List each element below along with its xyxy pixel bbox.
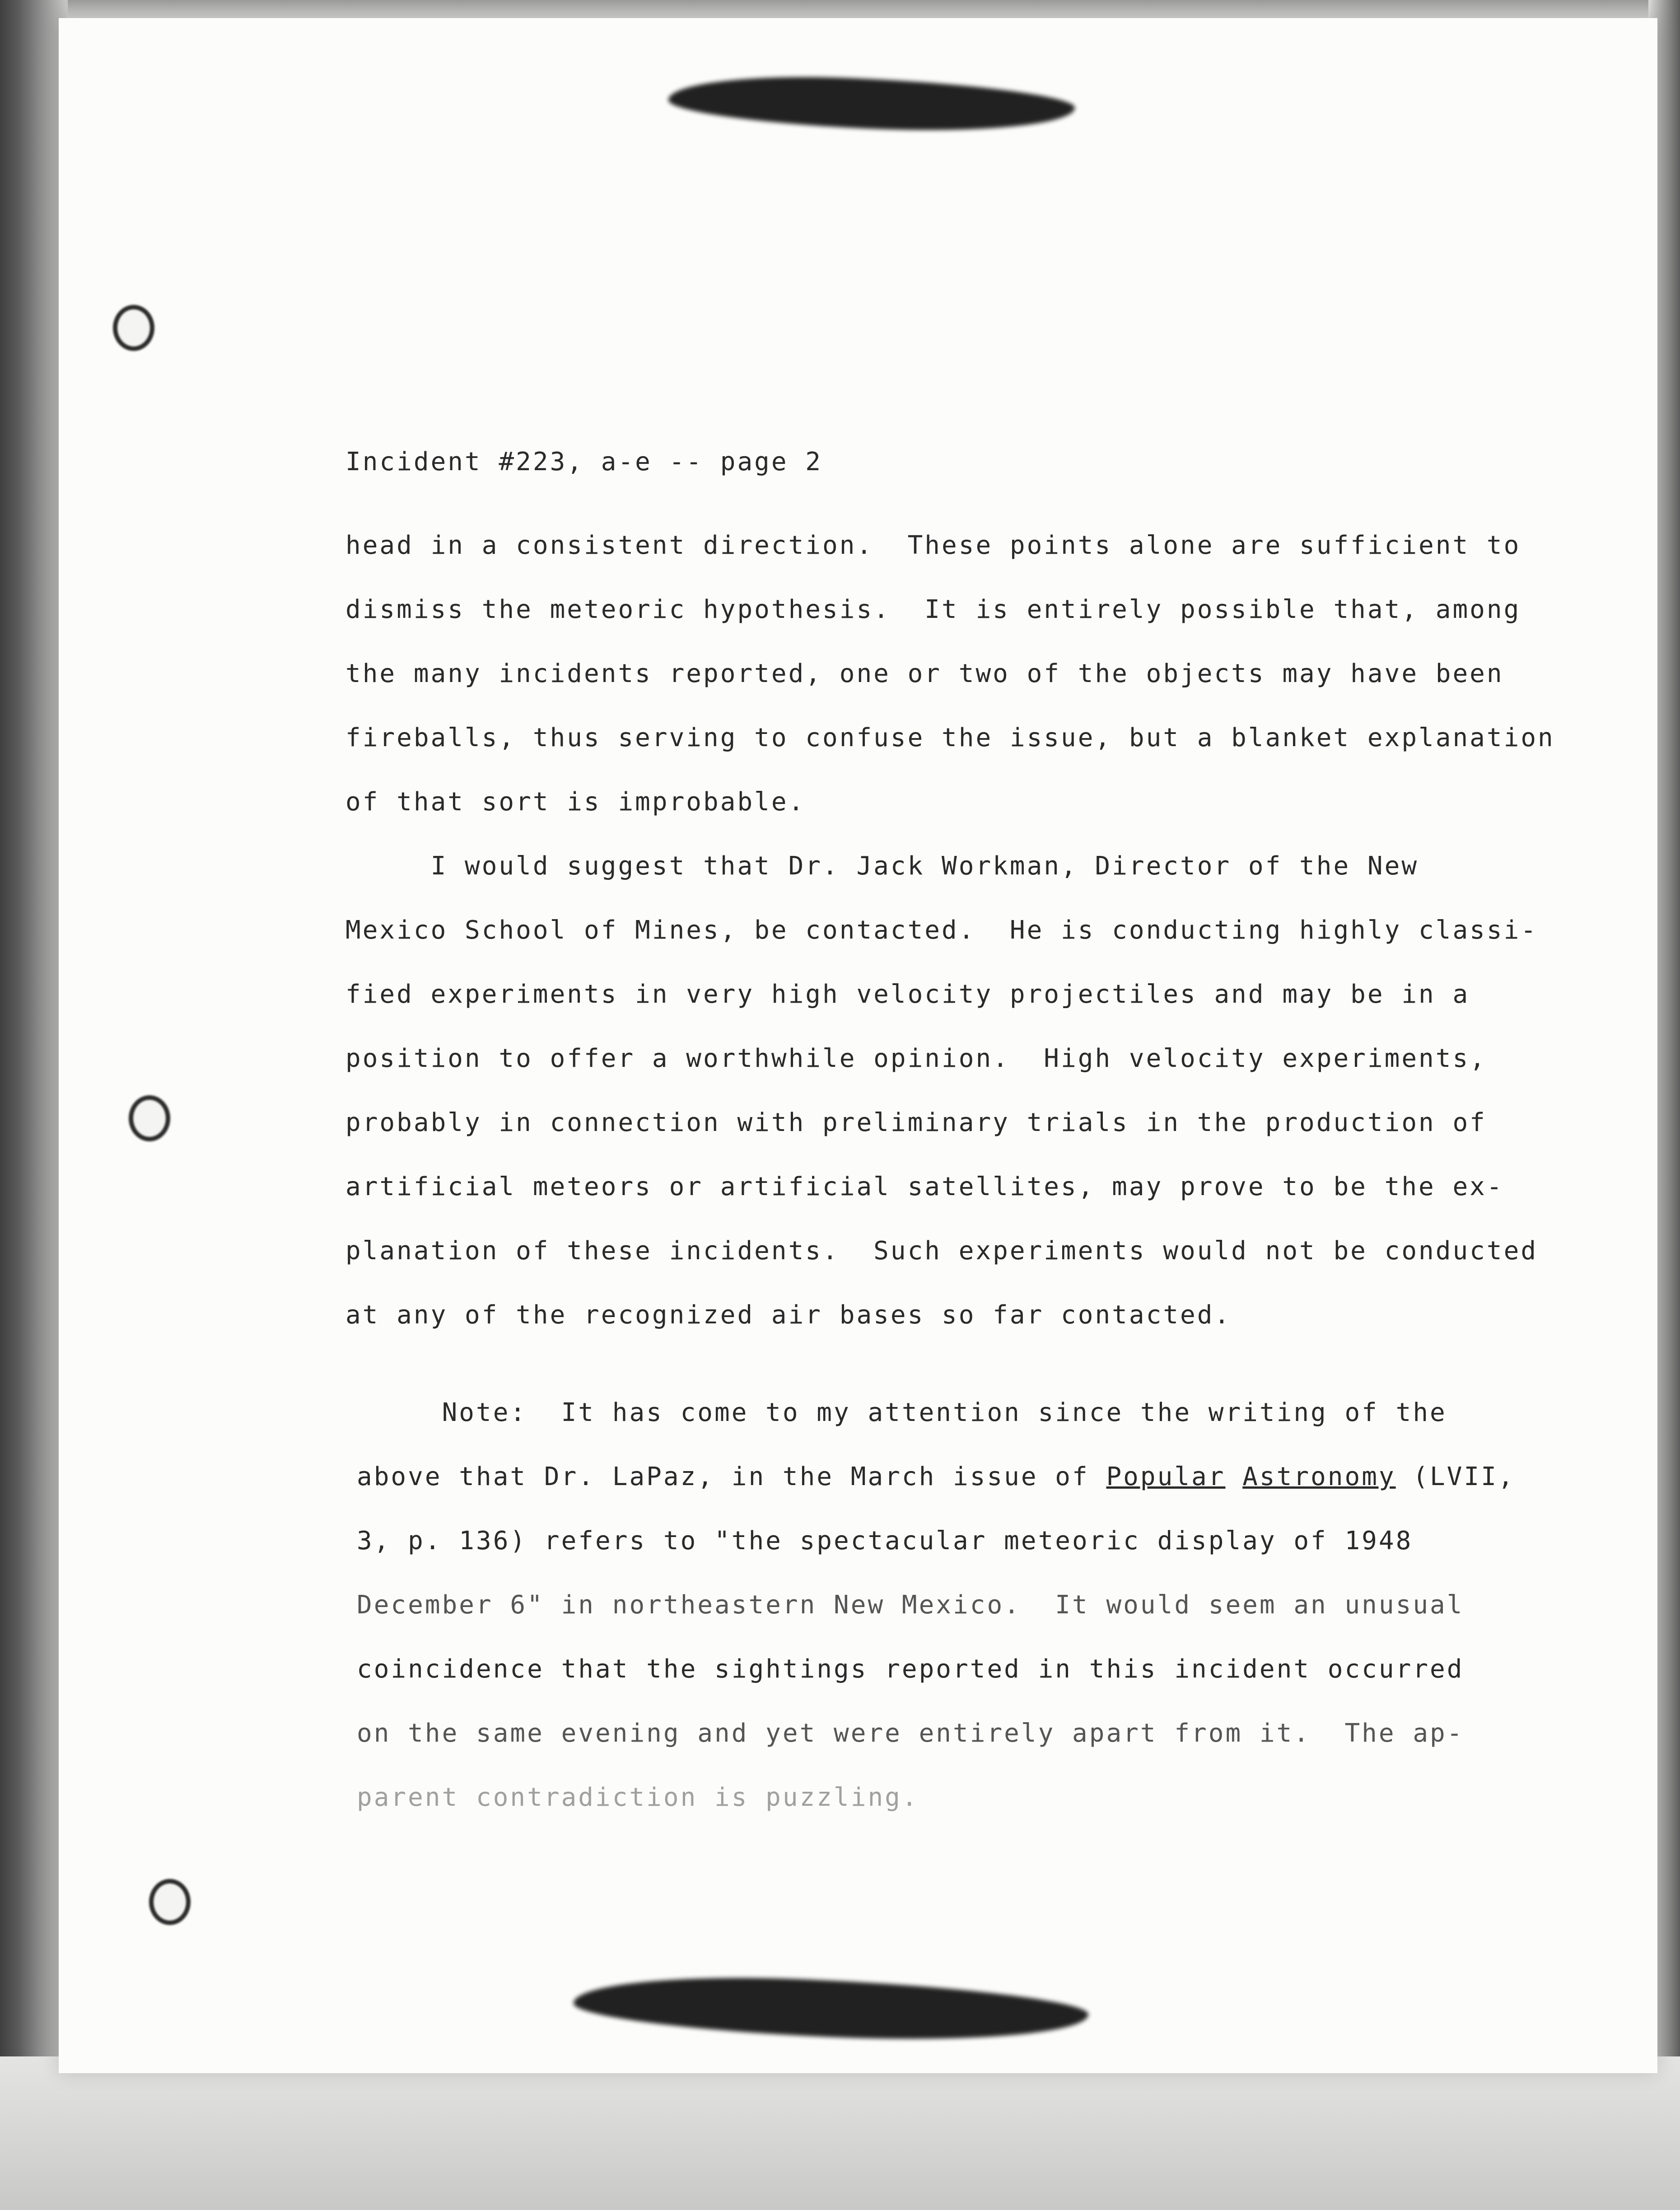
paragraph-1 (345, 531, 1555, 851)
text-line: December 6" in northeastern New Mexico. It would seem an unusual (357, 1590, 1464, 1620)
text-line: coincidence that the sightings reported in this incident occurred (357, 1654, 1464, 1684)
text-line: dismiss the meteoric hypothesis. It is entirely possible that, among (345, 595, 1521, 624)
note-text: above that Dr. LaPaz, in the March issue of (357, 1462, 1106, 1491)
text-line: head in a consistent direction. These points alone are sufficient to (345, 531, 1521, 560)
text-line: position to offer a worthwhile opinion. High velocity experiments, (345, 1044, 1487, 1073)
publication-title-word: Astronomy (1242, 1462, 1396, 1491)
punch-hole-bottom (149, 1879, 191, 1925)
note-text (1225, 1462, 1242, 1491)
text-line: of that sort is improbable. (345, 787, 806, 817)
text-line: planation of these incidents. Such experiments would not be conducted (345, 1236, 1538, 1266)
page-header: Incident #223, a-e -- page 2 (345, 447, 823, 477)
text-line (357, 1462, 1531, 1526)
note-paragraph (357, 1398, 1531, 1847)
scan-border-left (0, 0, 68, 2210)
text-line: probably in connection with preliminary trials in the production of (345, 1108, 1487, 1137)
text-line: parent contradiction is puzzling. (357, 1783, 919, 1812)
scan-border-bottom (0, 2056, 1680, 2210)
punch-hole-middle (129, 1095, 170, 1141)
text-line: at any of the recognized air bases so far contacted. (345, 1300, 1232, 1330)
text-line: fireballs, thus serving to confuse the issue, but a blanket explanation (345, 723, 1555, 752)
punch-hole-top (113, 305, 154, 351)
text-line: 3, p. 136) refers to "the spectacular meteoric display of 1948 (357, 1526, 1413, 1556)
text-line: Mexico School of Mines, be contacted. He is conducting highly classi- (345, 916, 1538, 945)
text-line: on the same evening and yet were entirely apart from it. The ap- (357, 1719, 1464, 1748)
note-text: (LVII, (1395, 1462, 1515, 1491)
text-line: artificial meteors or artificial satellites, may prove to be the ex- (345, 1172, 1504, 1201)
text-line: fied experiments in very high velocity projectiles and may be in a (345, 980, 1470, 1009)
publication-title-word: Popular (1106, 1462, 1226, 1491)
paragraph-2 (345, 851, 1538, 1364)
text-line: I would suggest that Dr. Jack Workman, Director of the New (345, 851, 1419, 881)
text-line: the many incidents reported, one or two of the objects may have been (345, 659, 1504, 688)
text-line: Note: It has come to my attention since the writing of the (357, 1398, 1447, 1427)
